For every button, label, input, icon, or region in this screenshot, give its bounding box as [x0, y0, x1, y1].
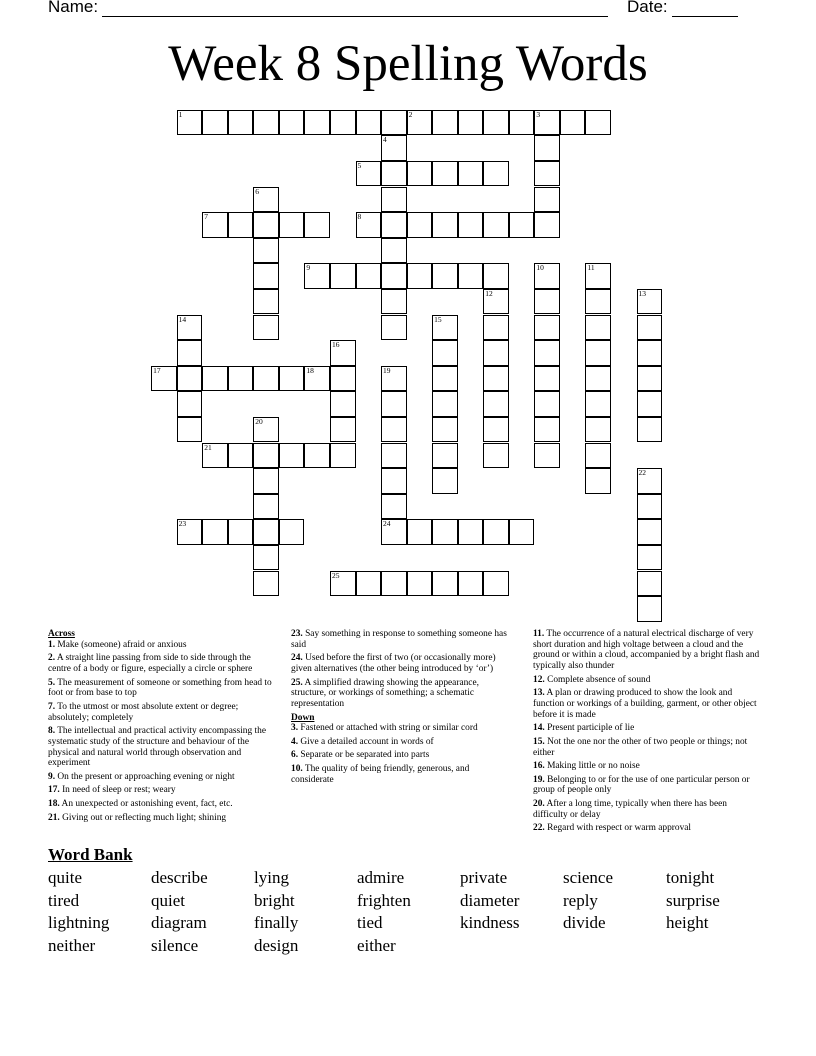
grid-cell[interactable]: [381, 161, 407, 187]
clue-number: 10: [536, 263, 544, 273]
grid-cell[interactable]: [432, 391, 458, 417]
grid-cell[interactable]: [534, 110, 560, 136]
clue-number: 6: [255, 186, 260, 196]
grid-cell[interactable]: [356, 263, 382, 289]
grid-cell[interactable]: [637, 340, 663, 366]
clue-number: 23: [178, 519, 187, 529]
clue-item: [533, 799, 763, 820]
grid-cell[interactable]: [432, 443, 458, 469]
clue-number: 20: [255, 416, 263, 426]
grid-cell[interactable]: [228, 519, 254, 545]
clue-number: 13: [638, 288, 647, 298]
word-bank-word: quite: [48, 868, 82, 887]
grid-cell[interactable]: [356, 161, 382, 187]
grid-cell[interactable]: [253, 443, 279, 469]
grid-cell[interactable]: [637, 468, 663, 494]
grid-cell[interactable]: [407, 212, 433, 238]
grid-cell[interactable]: [407, 571, 433, 597]
clue-number-label: 6.: [291, 750, 299, 761]
grid-cell[interactable]: [534, 391, 560, 417]
down-clue-list-cont: [533, 629, 763, 834]
word-bank-word: tonight: [666, 868, 715, 887]
grid-cell[interactable]: [330, 110, 356, 136]
grid-cell[interactable]: [432, 161, 458, 187]
word-bank-word: design: [254, 936, 299, 955]
clue-number-label: 16.: [533, 761, 545, 772]
clue-item: [533, 675, 763, 686]
clue-text: To the utmost or most absolute extent or degree; absolutely; completely: [48, 701, 239, 723]
grid-cell[interactable]: [151, 366, 177, 392]
clue-text: The intellectual and practical activity encompassing the systematic study of the structure and behaviour of the physical and natural world through observation and experiment: [48, 726, 266, 769]
grid-cell[interactable]: [458, 519, 484, 545]
grid-cell[interactable]: [330, 366, 356, 392]
clue-item: [48, 799, 273, 810]
clues-column-3: [533, 629, 763, 837]
grid-cell[interactable]: [534, 443, 560, 469]
grid-cell[interactable]: [330, 391, 356, 417]
grid-cell[interactable]: [509, 110, 535, 136]
grid-cell[interactable]: [381, 238, 407, 264]
clue-number-label: 24.: [291, 653, 303, 664]
grid-cell[interactable]: [253, 289, 279, 315]
word-bank-word: describe: [151, 868, 208, 887]
grid-cell[interactable]: [637, 494, 663, 520]
clue-item: [48, 813, 273, 824]
grid-cell[interactable]: [279, 110, 305, 136]
grid-cell[interactable]: [483, 289, 509, 315]
grid-cell[interactable]: [432, 110, 458, 136]
grid-cell[interactable]: [432, 263, 458, 289]
clue-number: 18: [306, 365, 314, 375]
grid-cell[interactable]: [253, 417, 279, 443]
grid-cell[interactable]: [177, 366, 203, 392]
grid-cell[interactable]: [637, 571, 663, 597]
clue-text: In need of sleep or rest; weary: [59, 785, 176, 796]
clue-item: [48, 772, 273, 783]
clue-number-label: 20.: [533, 799, 545, 810]
page-title: Week 8 Spelling Words: [168, 36, 648, 92]
clue-number-label: 25.: [291, 677, 303, 688]
grid-cell[interactable]: [432, 519, 458, 545]
grid-cell[interactable]: [253, 187, 279, 213]
grid-cell[interactable]: [381, 443, 407, 469]
grid-cell[interactable]: [534, 417, 560, 443]
clue-number: 15: [434, 314, 442, 324]
grid-cell[interactable]: [637, 315, 663, 341]
clue-item: [533, 737, 763, 758]
grid-cell[interactable]: [585, 340, 611, 366]
clue-text: Making little or no noise: [544, 761, 640, 772]
across-heading: Across: [48, 629, 75, 639]
clue-text: The measurement of someone or something from head to foot or from base to top: [48, 677, 272, 699]
grid-cell[interactable]: [304, 443, 330, 469]
clue-number: 3: [536, 109, 541, 119]
word-bank-word: finally: [254, 913, 299, 932]
grid-cell[interactable]: [304, 212, 330, 238]
clue-number: 12: [485, 288, 493, 298]
word-bank-title: Word Bank: [48, 845, 133, 864]
grid-cell[interactable]: [432, 315, 458, 341]
grid-cell[interactable]: [585, 443, 611, 469]
grid-cell[interactable]: [560, 110, 586, 136]
word-bank-word: lying: [254, 868, 289, 887]
grid-cell[interactable]: [432, 212, 458, 238]
grid-cell[interactable]: [330, 417, 356, 443]
grid-cell[interactable]: [381, 212, 407, 238]
date-label: Date:: [627, 0, 668, 16]
across-clue-list-cont: [291, 629, 513, 710]
grid-cell[interactable]: [279, 366, 305, 392]
clue-item: [533, 688, 763, 720]
clue-text: Separate or be separated into parts: [298, 750, 430, 761]
grid-cell[interactable]: [381, 289, 407, 315]
grid-cell[interactable]: [637, 519, 663, 545]
grid-cell[interactable]: [381, 135, 407, 161]
clue-number: 17: [153, 365, 161, 375]
clue-text: Used before the first of two (or occasionally more) given alternatives (the other being introduced by ‘or’): [291, 653, 496, 674]
grid-cell[interactable]: [483, 443, 509, 469]
grid-cell[interactable]: [483, 263, 509, 289]
grid-cell[interactable]: [637, 289, 663, 315]
clue-text: The quality of being friendly, generous, and considerate: [291, 764, 470, 785]
clue-item: [48, 726, 273, 769]
clue-number-label: 1.: [48, 639, 56, 650]
word-bank-word: diameter: [460, 891, 520, 910]
clue-number-label: 2.: [48, 653, 56, 664]
clue-item: [533, 775, 763, 796]
grid-cell[interactable]: [253, 238, 279, 264]
clue-number: 22: [638, 468, 647, 478]
grid-cell[interactable]: [381, 571, 407, 597]
grid-cell[interactable]: [279, 443, 305, 469]
grid-cell[interactable]: [585, 468, 611, 494]
grid-cell[interactable]: [381, 417, 407, 443]
grid-cell[interactable]: [279, 212, 305, 238]
clue-item: [48, 785, 273, 796]
grid-cell[interactable]: [432, 340, 458, 366]
grid-cell[interactable]: [637, 417, 663, 443]
clue-number: 2: [408, 109, 413, 119]
grid-cell[interactable]: [432, 468, 458, 494]
grid-cell[interactable]: [483, 110, 509, 136]
clue-item: [48, 653, 273, 674]
grid-cell[interactable]: [304, 366, 330, 392]
grid-cell[interactable]: [458, 161, 484, 187]
clue-number-label: 21.: [48, 812, 60, 823]
clue-item: [533, 629, 763, 672]
grid-cell[interactable]: [356, 571, 382, 597]
grid-cell[interactable]: [483, 212, 509, 238]
clue-item: [48, 678, 273, 699]
clue-item: [291, 737, 513, 748]
grid-cell[interactable]: [637, 366, 663, 392]
grid-cell[interactable]: [381, 263, 407, 289]
grid-cell[interactable]: [381, 494, 407, 520]
clue-number-label: 17.: [48, 785, 60, 796]
clue-number: 9: [306, 263, 311, 273]
grid-cell[interactable]: [585, 110, 611, 136]
clue-text: Not the one nor the other of two people or things; not either: [533, 736, 748, 758]
clue-item: [533, 723, 763, 734]
clue-number: 21: [204, 442, 212, 452]
word-bank-word: science: [563, 868, 614, 887]
word-bank-word: tired: [48, 891, 80, 910]
name-label: Name:: [48, 0, 99, 16]
grid-cell[interactable]: [253, 110, 279, 136]
clue-text: Present participle of lie: [544, 723, 635, 734]
clue-number-label: 12.: [533, 674, 545, 685]
clue-number-label: 4.: [291, 736, 299, 747]
clue-number: 16: [331, 340, 340, 350]
clue-number-label: 9.: [48, 771, 56, 782]
clue-number: 4: [383, 135, 387, 145]
clue-text: The occurrence of a natural electrical discharge of very short duration and high voltage between a cloud and the ground or within a cloud, accompanied by a bright flash and typically also thunder: [533, 629, 760, 672]
grid-cell[interactable]: [483, 519, 509, 545]
grid-cell[interactable]: [483, 366, 509, 392]
clue-number-label: 7.: [48, 701, 56, 712]
word-bank-word: admire: [357, 868, 405, 887]
grid-cell[interactable]: [381, 110, 407, 136]
clue-item: [533, 823, 763, 834]
grid-cell[interactable]: [585, 289, 611, 315]
grid-cell[interactable]: [483, 417, 509, 443]
grid-cell[interactable]: [381, 315, 407, 341]
grid-cell[interactable]: [228, 212, 254, 238]
word-bank-word: bright: [254, 891, 295, 910]
clues-column-1: [48, 629, 273, 826]
clue-text: An unexpected or astonishing event, fact, etc.: [59, 799, 233, 810]
clue-text: Make (someone) afraid or anxious: [55, 639, 187, 650]
grid-cell[interactable]: [407, 110, 433, 136]
grid-cell[interactable]: [585, 263, 611, 289]
clue-text: A simplified drawing showing the appearance, structure, or workings of something; a schematic representation: [291, 677, 479, 709]
grid-cell[interactable]: [458, 110, 484, 136]
word-bank-word: private: [460, 868, 508, 887]
grid-cell[interactable]: [253, 545, 279, 571]
clue-number-label: 15.: [533, 736, 545, 747]
grid-cell[interactable]: [177, 519, 203, 545]
grid-cell[interactable]: [509, 212, 535, 238]
clue-text: After a long time, typically when there has been difficulty or delay: [533, 799, 727, 820]
grid-cell[interactable]: [509, 519, 535, 545]
grid-cell[interactable]: [534, 212, 560, 238]
grid-cell[interactable]: [356, 110, 382, 136]
grid-cell[interactable]: [228, 110, 254, 136]
grid-cell[interactable]: [483, 340, 509, 366]
word-bank-word: tied: [357, 913, 383, 932]
grid-cell[interactable]: [534, 263, 560, 289]
grid-cell[interactable]: [202, 519, 228, 545]
grid-cell[interactable]: [279, 519, 305, 545]
grid-cell[interactable]: [228, 366, 254, 392]
grid-cell[interactable]: [534, 161, 560, 187]
grid-cell[interactable]: [330, 263, 356, 289]
grid-cell[interactable]: [381, 468, 407, 494]
grid-cell[interactable]: [534, 289, 560, 315]
grid-cell[interactable]: [585, 417, 611, 443]
grid-cell[interactable]: [253, 212, 279, 238]
grid-cell[interactable]: [585, 391, 611, 417]
grid-cell[interactable]: [637, 391, 663, 417]
grid-cell[interactable]: [330, 443, 356, 469]
clue-number-label: 14.: [533, 723, 545, 734]
grid-cell[interactable]: [637, 545, 663, 571]
grid-cell[interactable]: [304, 110, 330, 136]
clue-text: Give a detailed account in words of: [298, 736, 434, 747]
grid-cell[interactable]: [381, 366, 407, 392]
word-bank-word: kindness: [460, 913, 520, 932]
clue-number: 19: [383, 365, 391, 375]
grid-cell[interactable]: [483, 391, 509, 417]
grid-cell[interactable]: [381, 391, 407, 417]
word-bank-word: quiet: [151, 891, 185, 910]
grid-cell[interactable]: [432, 417, 458, 443]
word-bank-word: height: [666, 913, 709, 932]
clue-number-label: 23.: [291, 629, 303, 639]
grid-cell[interactable]: [483, 161, 509, 187]
clue-item: [291, 723, 513, 734]
grid-cell[interactable]: [177, 391, 203, 417]
word-bank-word: divide: [563, 913, 606, 932]
grid-cell[interactable]: [330, 340, 356, 366]
grid-cell[interactable]: [228, 443, 254, 469]
clue-number-label: 10.: [291, 764, 303, 775]
clues-column-2: [291, 629, 513, 788]
clue-item: [48, 640, 273, 651]
grid-cell[interactable]: [458, 263, 484, 289]
grid-cell[interactable]: [304, 263, 330, 289]
word-bank-word: reply: [563, 891, 598, 910]
word-bank-word: neither: [48, 936, 96, 955]
clue-item: [291, 764, 513, 785]
grid-cell[interactable]: [177, 340, 203, 366]
grid-cell[interactable]: [458, 212, 484, 238]
clue-text: On the present or approaching evening or night: [55, 771, 235, 782]
grid-cell[interactable]: [330, 571, 356, 597]
clue-item: [48, 702, 273, 723]
grid-cell[interactable]: [356, 212, 382, 238]
grid-cell[interactable]: [407, 161, 433, 187]
grid-cell[interactable]: [407, 263, 433, 289]
clue-number: 8: [357, 212, 362, 222]
grid-cell[interactable]: [483, 315, 509, 341]
grid-cell[interactable]: [585, 315, 611, 341]
clue-number: 7: [204, 212, 208, 222]
grid-cell[interactable]: [253, 519, 279, 545]
grid-cell[interactable]: [637, 596, 663, 622]
grid-cell[interactable]: [253, 494, 279, 520]
grid-cell[interactable]: [253, 571, 279, 597]
clue-item: [291, 653, 513, 674]
grid-cell[interactable]: [534, 366, 560, 392]
clue-number: 5: [357, 160, 362, 170]
across-clue-list: [48, 640, 273, 824]
grid-cell[interactable]: [381, 187, 407, 213]
clue-number: 14: [178, 314, 187, 324]
word-bank-word: silence: [151, 936, 199, 955]
word-bank-word: frighten: [357, 891, 411, 910]
word-bank-word: diagram: [151, 913, 207, 932]
grid-cell[interactable]: [253, 468, 279, 494]
clue-item: [291, 678, 513, 710]
grid-cell[interactable]: [202, 443, 228, 469]
clue-text: Belonging to or for the use of one particular person or group of people only: [533, 774, 750, 796]
grid-cell[interactable]: [381, 519, 407, 545]
grid-cell[interactable]: [534, 187, 560, 213]
clue-text: A plan or drawing produced to show the look and function or workings of a building, garment, or other object before it is made: [533, 688, 757, 720]
grid-cell[interactable]: [253, 366, 279, 392]
clue-number-label: 18.: [48, 799, 60, 810]
clue-item: [533, 761, 763, 772]
grid-cell[interactable]: [585, 366, 611, 392]
word-bank-word: either: [357, 936, 396, 955]
clue-text: Complete absence of sound: [544, 674, 651, 685]
clue-text: Say something in response to something someone has said: [291, 629, 507, 650]
grid-cell[interactable]: [534, 340, 560, 366]
down-clue-list: [291, 723, 513, 785]
grid-cell[interactable]: [177, 417, 203, 443]
clue-number: 24: [383, 519, 391, 529]
grid-cell[interactable]: [534, 135, 560, 161]
grid-cell[interactable]: [202, 366, 228, 392]
grid-cell[interactable]: [458, 571, 484, 597]
grid-cell[interactable]: [253, 315, 279, 341]
clue-text: A straight line passing from side to side through the centre of a body or figure, especially a circle or sphere: [48, 653, 253, 674]
clue-text: Giving out or reflecting much light; shining: [59, 812, 227, 823]
clue-number: 25: [331, 570, 340, 580]
clue-number-label: 8.: [48, 726, 56, 737]
grid-cell[interactable]: [407, 519, 433, 545]
word-bank-word: lightning: [48, 913, 110, 932]
clue-number-label: 13.: [533, 688, 545, 699]
clue-text: Regard with respect or warm approval: [544, 823, 692, 834]
clue-number-label: 3.: [291, 723, 299, 734]
grid-cell[interactable]: [534, 315, 560, 341]
grid-cell[interactable]: [177, 315, 203, 341]
grid-cell[interactable]: [177, 110, 203, 136]
clue-number: 11: [587, 263, 595, 273]
grid-cell[interactable]: [253, 263, 279, 289]
clue-number-label: 11.: [533, 629, 545, 639]
clue-item: [291, 629, 513, 650]
down-heading: Down: [291, 712, 315, 723]
clue-text: Fastened or attached with string or similar cord: [298, 723, 478, 734]
clue-number-label: 19.: [533, 774, 545, 785]
clue-item: [291, 750, 513, 761]
grid-cell[interactable]: [432, 366, 458, 392]
clue-number-label: 5.: [48, 677, 56, 688]
clue-number-label: 22.: [533, 823, 545, 834]
word-bank-word: surprise: [666, 891, 720, 910]
grid-cell[interactable]: [202, 110, 228, 136]
grid-cell[interactable]: [483, 571, 509, 597]
grid-cell[interactable]: [432, 571, 458, 597]
clue-number: 1: [178, 109, 183, 119]
grid-cell[interactable]: [202, 212, 228, 238]
